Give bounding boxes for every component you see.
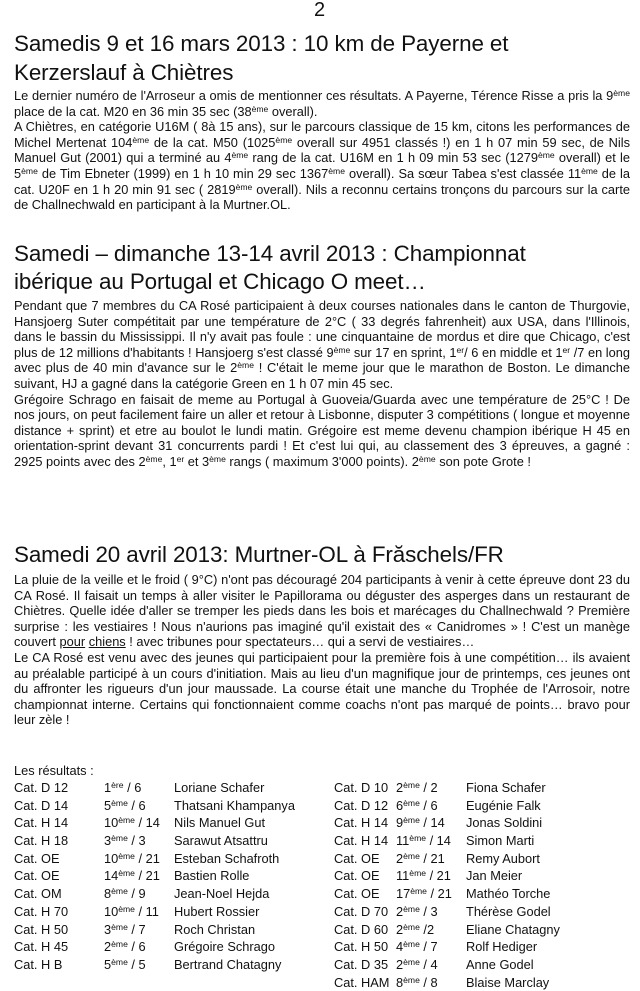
rank-number: 5 [104,956,112,972]
section-title [14,240,630,296]
result-rank [104,903,159,921]
rank-suffix: ème [118,850,135,861]
result-row [334,832,634,850]
text: rang de la cat. U16M en 1 h 09 min 53 sec (1279 [248,150,538,166]
superscript: ème [231,150,249,161]
result-category: Cat. H B [14,956,63,972]
rank-total: / 14 [419,815,445,831]
superscript: ème [328,165,345,176]
result-rank [104,921,146,939]
rank-number: 2 [104,939,112,955]
rank-total: / 5 [127,956,146,972]
rank-total: / 21 [419,850,445,866]
rank-number: 6 [396,797,404,813]
rank-suffix: ème [403,956,420,967]
text: overall). Nils a reconnu certains tronçons du parcours sur la carte de Challnechwald en participant à la Murtner.OL. [14,181,630,213]
text: , 1 [162,453,177,469]
result-rank [396,779,438,797]
rank-number: 11 [396,868,410,884]
result-name: Esteban Schafroth [174,850,280,866]
rank-number: 2 [396,956,404,972]
result-category: Cat. H 50 [14,921,69,937]
rank-suffix: ème [409,868,427,879]
rank-total: / 6 [419,797,438,813]
result-category: Cat. OM [14,886,62,902]
rank-suffix: ème [111,956,128,967]
result-category: Cat. D 12 [334,797,389,813]
rank-number: 5 [104,797,112,813]
underlined-text: pour [59,634,86,650]
text: overall) et le 5 [14,150,630,181]
result-rank [396,797,438,815]
rank-suffix: ème [403,815,420,826]
title-line-1: Samedis 9 et 16 mars 2013 : 10 km de Payerne et [14,31,509,56]
result-category: Cat. OE [334,850,380,866]
rank-number: 2 [396,921,404,937]
result-row [14,956,314,974]
text: La pluie de la veille et le froid ( 9°C) n'ont pas découragé 204 participants à venir à cette épreuve dont 23 du CA Rosé. Il faisait un temps à aller visiter le Papillorama ou déguster des asperges dans un restaurant de Chiètres. Quelle idée d'aller se tremper les pieds dans les bois et marécages du Challnechwald ? Première surprise : les vestiaires ! Nous n'aurions pas imaginé qu'il existait des « Canidromes » ! C'est un manège couvert [14,572,630,650]
result-rank [396,956,438,974]
result-rank [396,974,438,991]
rank-suffix: ème [403,974,420,985]
result-rank [396,814,445,832]
result-row [14,903,314,921]
text: de Tim Ebneter (1999) en 1 h 10 min 29 sec 1367 [37,165,329,181]
rank-total: / 4 [419,956,438,972]
text: Le dernier numéro de l'Arroseur a omis de mentionner ces résultats. A Payerne, Térence Risse a pris la 9 [14,88,614,103]
result-row [334,921,634,939]
rank-suffix: ème [111,797,128,808]
rank-total: / 3 [127,833,146,849]
result-name: Remy Aubort [466,850,540,866]
result-name: Roch Christan [174,921,256,937]
rank-suffix: ème [403,939,420,950]
rank-suffix: ème [403,797,420,808]
result-category: Cat. D 14 [14,797,69,813]
rank-total: / 14 [134,815,160,831]
result-name: Jonas Soldini [466,815,543,831]
result-name: Nils Manuel Gut [174,815,266,831]
section-payerne-kerzerslauf [14,29,630,213]
result-category: Cat. D 60 [334,921,389,937]
result-category: Cat. OE [334,868,380,884]
rank-suffix: ème [403,921,420,932]
result-rank [396,885,452,903]
result-name: Thatsani Khampanya [174,797,295,813]
text: Pendant que 7 membres du CA Rosé participaient à deux courses nationales dans le canton de Thurgovie, Hansjoerg Suter compétitait par une température de 2°C ( 33 degrés fahrenheit) aux USA, dans l'Illinois, dans le bassin du Mississippi. Il n'y avait pas foule : une cinquantaine de mordus et dire que Chicago, c'est plus de 12 millions d'habitants ! Hansjoerg s'est classé 9 [14,298,630,360]
text: place de la cat. M20 en 36 min 35 sec (38 [14,103,252,119]
result-name: Grégoire Schrago [174,939,276,955]
result-category: Cat. OE [334,886,380,902]
result-row [334,779,634,797]
result-category: Cat. OE [14,868,60,884]
superscript: ème [613,88,630,98]
result-name: Rolf Hediger [466,939,538,955]
rank-number: 8 [396,974,404,990]
result-row [334,885,634,903]
rank-number: 9 [396,815,404,831]
result-row [334,867,634,885]
result-rank [104,867,160,885]
result-category: Cat. H 45 [14,939,69,955]
text: de la cat. U20F en 1 h 20 min 91 sec ( 2819 [14,165,630,197]
title-line-1: Samedi – dimanche 13-14 avril 2013 : Championnat [14,241,526,266]
rank-suffix: ème [111,939,128,950]
result-name: Jean-Noel Hejda [174,886,270,902]
rank-number: 3 [104,833,112,849]
result-rank [104,797,146,815]
result-row [14,779,314,797]
rank-total: / 14 [426,833,451,849]
result-category: Cat. H 70 [14,903,69,919]
result-row [14,921,314,939]
result-rank [396,938,438,956]
result-rank [396,850,445,868]
text: rangs ( maximum 3'000 points). 2 [225,453,419,469]
rank-number: 10 [104,850,119,866]
section-title [14,29,630,87]
result-category: Cat. H 14 [334,833,389,849]
result-name: Eugénie Falk [466,797,541,813]
text: et 3 [184,453,210,469]
rank-total: / 6 [127,939,146,955]
result-rank [104,956,146,974]
rank-suffix: ème [410,886,427,897]
rank-suffix: ème [118,903,135,914]
rank-number: 1 [104,780,112,795]
text: overall). [268,103,318,119]
rank-suffix: ère [111,780,124,790]
rank-number: 8 [104,886,112,902]
result-category: Cat. D 12 [14,780,69,795]
result-row [334,974,634,991]
rank-total: / 11 [134,903,159,919]
superscript: ème [237,360,254,371]
result-rank [396,921,434,939]
result-row [334,850,634,868]
result-name: Sarawut Atsattru [174,833,268,849]
rank-number: 2 [396,903,404,919]
rank-total: / 7 [419,939,438,955]
result-rank [396,903,438,921]
rank-number: 14 [104,868,119,884]
result-rank [104,885,146,903]
result-row [334,938,634,956]
result-name: Thérèse Godel [466,903,551,919]
superscript: ème [209,453,226,464]
result-rank [104,938,146,956]
page-number: 2 [314,0,326,21]
section-body [14,572,630,728]
superscript: ème [418,453,436,464]
result-name: Anne Godel [466,956,534,972]
result-name: Simon Marti [466,833,535,849]
text: / 6 en middle et 1 [464,344,563,360]
rank-suffix: ème [118,868,135,879]
result-category: Cat. D 35 [334,956,389,972]
result-rank [396,867,451,885]
text: overall sur 4951 classés !) en 1 h 07 min 59 sec, de Nils Manuel Gut (2001) qui a terminé au 4 [14,134,630,166]
results-left-column [14,779,314,974]
title-line-1: Samedi 20 avril 2013: Murtner-OL à Frăschels/FR [14,542,504,567]
rank-total: / 21 [134,868,160,884]
result-name: Loriane Schafer [174,780,265,795]
text: Le CA Rosé est venu avec des jeunes qui participaient pour la première fois à une compétition… ils avaient au préalable participé à un cours d'initiation. Mais au lieu d'un magnifique jour de printemps, ces jeunes ont du affronter les rigueurs d'un jour maussade. La course était une manche du Trophée de l'Arrosoir, notre championnat interne. Certains qui fonctionnaient comme coachs n'ont pas marqué de points… bravo pour leur zèle ! [14,649,630,728]
section-murtner-ol [14,541,630,728]
superscript: ème [333,344,351,355]
rank-suffix: ème [403,780,420,790]
superscript: ème [537,150,555,161]
result-name: Bertrand Chatagny [174,956,282,972]
superscript: ème [132,134,150,145]
result-name: Fiona Schafer [466,780,546,795]
result-row [334,797,634,815]
result-category: Cat. H 14 [14,815,69,831]
rank-total: / 2 [419,780,438,795]
rank-number: 4 [396,939,404,955]
text: ! C'était le meme jour que le marathon de Boston. Le dimanche suivant, HJ a gagné dans la catégorie Green en 1 h 07 min 45 sec. [14,360,631,391]
superscript: ème [581,165,598,176]
rank-total: / 21 [134,850,160,866]
result-row [14,814,314,832]
superscript: er [456,344,465,355]
section-body [14,88,630,213]
result-category: Cat. H 50 [334,939,389,955]
section-title [14,541,630,569]
result-rank [104,832,146,850]
result-row [14,832,314,850]
section-body [14,298,630,470]
rank-total: / 3 [419,903,438,919]
rank-suffix: ème [111,833,128,844]
rank-number: 11 [396,833,410,849]
result-row [334,903,634,921]
result-category: Cat. H 18 [14,833,69,849]
rank-number: 3 [104,921,112,937]
rank-total: / 21 [426,868,451,884]
result-row [14,938,314,956]
text: ! avec tribunes pour spectateurs… qui a servi de vestiaires… [125,634,475,650]
superscript: ème [235,181,253,192]
result-name: Hubert Rossier [174,903,260,919]
title-line-2: Kerzerslauf à Chiètres [14,60,234,85]
result-category: Cat. D 70 [334,903,389,919]
rank-total: / 6 [123,780,142,795]
result-rank [104,779,141,797]
results-label: Les résultats : [14,763,94,778]
rank-suffix: ème [111,886,128,897]
result-row [14,797,314,815]
superscript: er [562,344,571,355]
rank-total: / 21 [426,886,452,902]
superscript: er [176,453,185,464]
result-category: Cat. HAM [334,974,390,990]
results-right-column [334,779,634,991]
result-category: Cat. D 10 [334,780,389,795]
title-line-2: ibérique au Portugal et Chicago O meet… [14,269,426,294]
superscript: ème [145,453,163,464]
underlined-text: chiens [88,634,126,650]
text: sur 17 en sprint, 1 [350,344,457,360]
rank-number: 2 [396,780,404,795]
superscript: ème [251,103,269,114]
rank-number: 17 [396,886,411,902]
rank-suffix: ème [118,815,135,826]
rank-number: 10 [104,903,119,919]
result-row [334,956,634,974]
rank-suffix: ème [403,850,420,861]
text: /7 en long avec plus de 40 min d'avance sur le 2 [14,344,630,376]
result-name: Mathéo Torche [466,886,551,902]
rank-number: 2 [396,850,404,866]
text: de la cat. M50 (1025 [149,134,276,150]
rank-suffix: ème [403,903,420,914]
rank-total: / 6 [127,797,146,813]
text: overall). Sa sœur Tabea s'est classée 11 [344,165,582,181]
rank-total: / 8 [419,974,438,990]
result-category: Cat. OE [14,850,60,866]
rank-total: /2 [419,921,435,937]
section-championnat-iberique [14,240,630,470]
result-name: Eliane Chatagny [466,921,560,937]
superscript: ème [275,134,293,145]
rank-suffix: ème [409,833,427,844]
result-row [14,867,314,885]
text: Grégoire Schrago en faisait de meme au Portugal à Guoveia/Guarda avec une température de 25°C ! De nos jours, on peut facilement faire un aller et retour à Lisbonne, disputer 3 compétitions ( longue et moyenne distance + sprint) et etre au boulot le lundi matin. Grégoire est meme devenu champion ibérique H 45 en orientation-sprint devant 31 concurrents pardi ! Et c'est lui qui, au classement des 3 épreuves, a gagné : 2925 points avec des 2 [14,391,630,469]
result-category: Cat. H 14 [334,815,389,831]
rank-total: / 9 [127,886,146,902]
result-row [14,850,314,868]
text: son pote Grote ! [435,453,531,469]
rank-suffix: ème [111,921,128,932]
result-name: Bastien Rolle [174,868,250,884]
result-row [334,814,634,832]
result-name: Jan Meier [466,868,523,884]
result-name: Blaise Marclay [466,974,550,990]
result-rank [396,832,451,850]
result-rank [104,850,160,868]
rank-number: 10 [104,815,119,831]
result-rank [104,814,160,832]
text: A Chiètres, en catégorie U16M ( 8à 15 ans), sur le parcours classique de 15 km, citons les performances de Michel Mertenat 104 [14,119,630,150]
superscript: ème [21,165,38,176]
rank-total: / 7 [127,921,146,937]
result-row [14,885,314,903]
